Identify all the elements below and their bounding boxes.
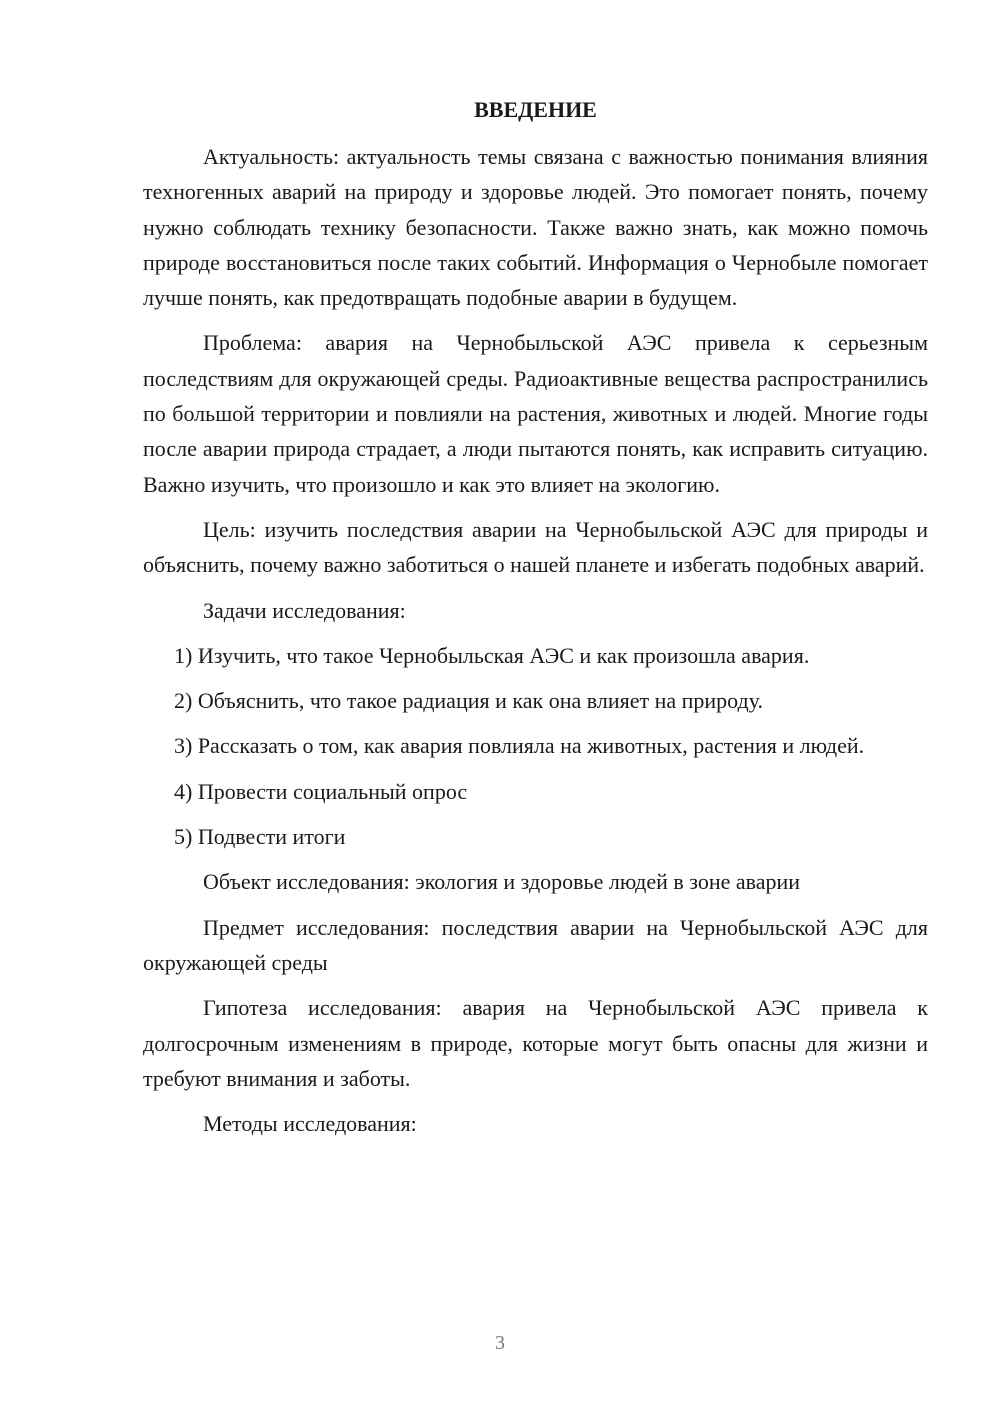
task-item-1: 1) Изучить, что такое Чернобыльская АЭС и как произошла авария. (174, 642, 810, 668)
paragraph-problem: Проблема: авария на Чернобыльской АЭС привела к серьезным последствиям для окружающей среды. Радиоактивные вещества распространились по большой территории и повлияли на растения, животных и людей. Многие годы после аварии природа страдает, а люди пытаются понять, как исправить ситуацию. Важно изучить, что произошло и как это влияет на экологию. (143, 330, 928, 497)
paragraph-subject: Предмет исследования: последствия аварии на Чернобыльской АЭС для окружающей среды (143, 914, 928, 975)
paragraph-tasks-heading: Задачи исследования: (203, 597, 406, 623)
page-number: 3 (495, 1332, 505, 1354)
section-heading: ВВЕДЕНИЕ (474, 97, 597, 122)
paragraph-object: Объект исследования: экология и здоровье людей в зоне аварии (203, 869, 801, 895)
task-item-5: 5) Подвести итоги (174, 824, 346, 850)
paragraph-goal: Цель: изучить последствия аварии на Чернобыльской АЭС для природы и объяснить, почему важно заботиться о нашей планете и избегать подобных аварий. (143, 516, 928, 578)
document-page (143, 92, 928, 1141)
paragraph-hypothesis: Гипотеза исследования: авария на Чернобыльской АЭС привела к долгосрочным изменениям в природе, которые могут быть опасны для жизни и требуют внимания и заботы. (143, 995, 928, 1091)
task-item-2: 2) Объяснить, что такое радиация и как она влияет на природу. (174, 688, 764, 714)
task-item-4: 4) Провести социальный опрос (174, 778, 468, 804)
paragraph-relevance: Актуальность: актуальность темы связана с важностью понимания влияния техногенных аварий на природу и здоровье людей. Это помогает понять, почему нужно соблюдать технику безопасности. Также важно знать, как можно помочь природе восстановиться после таких событий. Информация о Чернобыле помогает лучше понять, как предотвращать подобные аварии в будущем. (143, 144, 928, 311)
task-item-3: 3) Рассказать о том, как авария повлияла на животных, растения и людей. (174, 733, 865, 759)
paragraph-methods: Методы исследования: (203, 1111, 417, 1137)
